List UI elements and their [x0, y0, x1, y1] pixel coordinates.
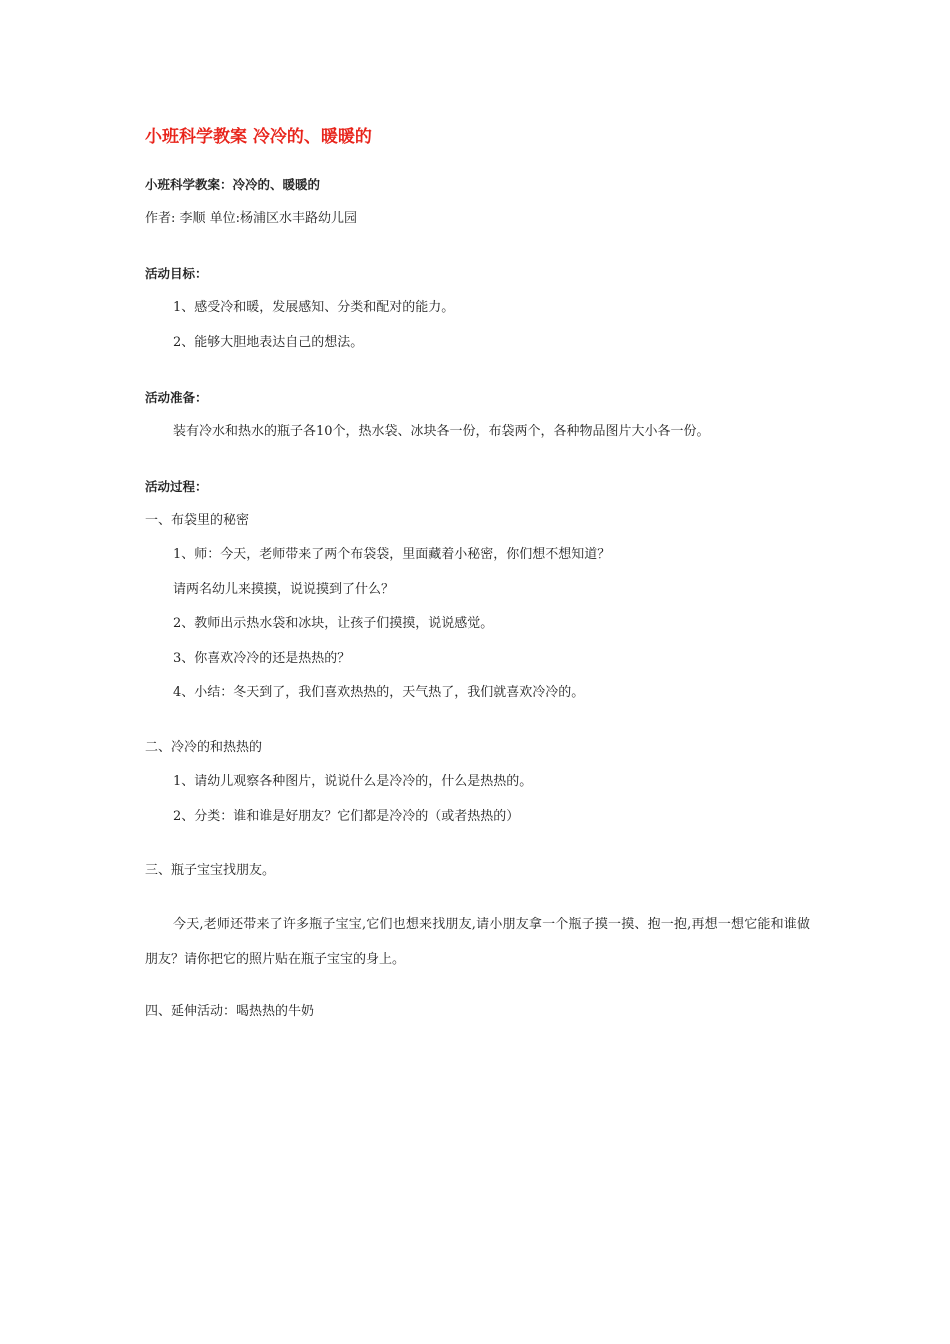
document-subtitle: 小班科学教案：冷冷的、暖暖的 — [145, 177, 321, 192]
process-item: 请两名幼儿来摸摸，说说摸到了什么？ — [173, 582, 395, 597]
preparation-text: 装有冷水和热水的瓶子各10个，热水袋、冰块各一份，布袋两个，各种物品图片大小各一份。 — [173, 424, 710, 439]
process-item: 2、分类：谁和谁是好朋友？它们都是冷冷的（或者热热的） — [173, 809, 520, 824]
section-paragraph: 今天,老师还带来了许多瓶子宝宝,它们也想来找朋友,请小朋友拿一个瓶子摸一摸、抱一抱,再想一想它能和谁做朋友？请你把它的照片贴在瓶子宝宝的身上。 — [145, 917, 810, 967]
preparation-heading: 活动准备： — [145, 390, 208, 405]
goal-item: 1、感受冷和暖，发展感知、分类和配对的能力。 — [173, 300, 455, 315]
author-line: 作者: 李顺 单位:杨浦区水丰路幼儿园 — [145, 211, 358, 226]
goals-heading: 活动目标： — [145, 266, 208, 281]
process-item: 2、教师出示热水袋和冰块，让孩子们摸摸，说说感觉。 — [173, 616, 494, 631]
process-item: 1、请幼儿观察各种图片，说说什么是冷冷的，什么是热热的。 — [173, 774, 533, 789]
process-item: 1、师：今天，老师带来了两个布袋袋，里面藏着小秘密，你们想不想知道？ — [173, 547, 611, 562]
section-title: 四、延伸活动：喝热热的牛奶 — [145, 1004, 315, 1019]
section-title: 二、冷冷的和热热的 — [145, 740, 263, 755]
document-title: 小班科学教案 冷冷的、暖暖的 — [145, 127, 372, 147]
process-heading: 活动过程： — [145, 479, 208, 494]
process-item: 3、你喜欢冷冷的还是热热的？ — [173, 651, 351, 666]
process-item: 4、小结：冬天到了，我们喜欢热热的，天气热了，我们就喜欢冷冷的。 — [173, 685, 585, 700]
goal-item: 2、能够大胆地表达自己的想法。 — [173, 335, 364, 350]
section-title: 一、布袋里的秘密 — [145, 513, 250, 528]
section-title: 三、瓶子宝宝找朋友。 — [145, 863, 276, 878]
